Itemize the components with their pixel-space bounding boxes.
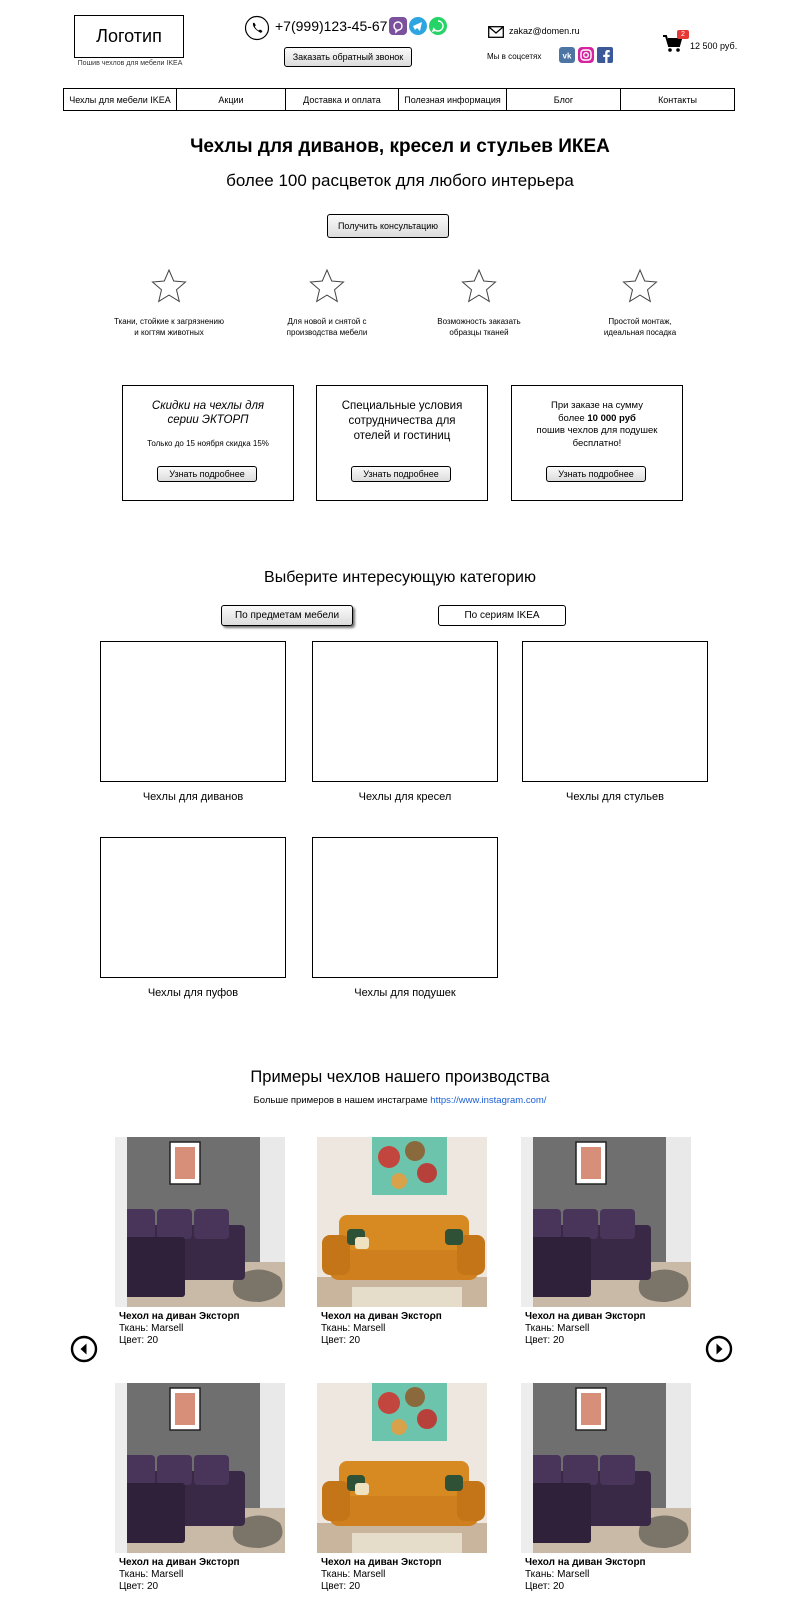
promo-title-3: отелей и гостиниц	[353, 430, 451, 442]
example-caption	[115, 1311, 285, 1347]
categories-title: Выберите интересующую категорию	[264, 569, 536, 586]
product-photo[interactable]	[317, 1137, 487, 1307]
feature-item	[94, 268, 244, 338]
example-color: Цвет: 20	[525, 1581, 565, 1592]
category-label-chairs[interactable]: Чехлы для стульев	[566, 791, 664, 803]
feature-text-1: Возможность заказать	[437, 317, 521, 326]
example-title[interactable]: Чехол на диван Эксторп	[119, 1311, 240, 1322]
feature-item	[565, 268, 715, 338]
feature-text-2: и когтям животных	[134, 328, 204, 337]
hero-subtitle: более 100 расцветок для любого интерьера	[226, 171, 574, 190]
star-icon	[622, 268, 658, 304]
example-title[interactable]: Чехол на диван Эксторп	[119, 1557, 240, 1568]
example-caption	[115, 1557, 285, 1593]
nav-item-sales[interactable]: Акции	[177, 89, 286, 110]
example-card[interactable]	[521, 1383, 691, 1593]
vk-icon[interactable]	[559, 47, 575, 63]
promo-title-3: пошив чехлов для подушек	[536, 425, 658, 436]
example-card[interactable]	[115, 1137, 285, 1347]
feature-text-1: Ткани, стойкие к загрязнению	[114, 317, 224, 326]
promo-title-2	[512, 413, 682, 426]
example-card[interactable]	[521, 1137, 691, 1347]
example-fabric: Ткань: Marsell	[321, 1323, 386, 1334]
callback-button[interactable]: Заказать обратный звонок	[284, 47, 412, 67]
category-label-armchairs[interactable]: Чехлы для кресел	[358, 791, 452, 803]
promo-title-2: сотрудничества для	[348, 415, 456, 427]
category-image-chairs[interactable]	[522, 641, 708, 782]
cart-total[interactable]: 12 500 руб.	[690, 41, 738, 51]
category-label-cushions[interactable]: Чехлы для подушек	[354, 987, 456, 999]
nav-item-contacts[interactable]: Контакты	[658, 94, 697, 105]
promo-note: Только до 15 ноября скидка 15%	[147, 439, 269, 448]
example-title[interactable]: Чехол на диван Эксторп	[525, 1557, 646, 1568]
phone-number[interactable]: +7(999)123-45-67	[275, 18, 388, 34]
feature-text-1: Простой монтаж,	[608, 317, 672, 326]
nav-item-ikea[interactable]: Чехлы для мебели IKEA	[64, 89, 177, 110]
example-caption	[521, 1311, 691, 1347]
category-image-sofas[interactable]	[100, 641, 286, 782]
category-label-poufs[interactable]: Чехлы для пуфов	[147, 987, 239, 999]
example-caption	[317, 1311, 487, 1347]
tab-by-ikea-series[interactable]: По сериям IKEA	[438, 605, 566, 626]
promo-title-2: серии ЭКТОРП	[167, 414, 249, 426]
carousel-next-icon[interactable]	[705, 1335, 733, 1363]
examples-subtitle-text: Больше примеров в нашем инстаграме	[253, 1095, 431, 1106]
mail-icon	[488, 26, 504, 38]
promo-title-1: Скидки на чехлы для	[151, 400, 265, 412]
promo-title-4: бесплатно!	[572, 437, 622, 449]
telegram-icon[interactable]	[409, 17, 427, 35]
hero-title: Чехлы для диванов, кресел и стульев ИКЕА	[190, 136, 610, 157]
nav-item-blog[interactable]: Блог	[507, 89, 621, 110]
feature-item	[252, 268, 402, 338]
tab-by-furniture[interactable]: По предметам мебели	[221, 605, 353, 626]
example-color: Цвет: 20	[321, 1335, 361, 1346]
examples-title: Примеры чехлов нашего производства	[250, 1068, 550, 1086]
example-color: Цвет: 20	[525, 1335, 565, 1346]
feature-item	[404, 268, 554, 338]
star-icon	[461, 268, 497, 304]
cart-count-badge: 2	[677, 30, 689, 39]
example-card[interactable]	[115, 1383, 285, 1593]
example-title[interactable]: Чехол на диван Эксторп	[321, 1557, 442, 1568]
feature-text-2: образцы тканей	[449, 328, 509, 337]
example-title[interactable]: Чехол на диван Эксторп	[525, 1311, 646, 1322]
feature-text-2: идеальная посадка	[603, 328, 677, 337]
example-fabric: Ткань: Marsell	[321, 1569, 386, 1580]
main-nav	[63, 88, 735, 111]
email[interactable]: zakaz@domen.ru	[509, 26, 580, 36]
promo-details-button[interactable]: Узнать подробнее	[157, 466, 257, 482]
product-photo[interactable]	[521, 1383, 691, 1553]
example-title[interactable]: Чехол на диван Экстορп	[321, 1311, 442, 1322]
phone-icon	[244, 15, 270, 41]
carousel-prev-icon[interactable]	[70, 1335, 98, 1363]
promo-card-pillows	[511, 385, 683, 501]
whatsapp-icon[interactable]	[429, 17, 447, 35]
tagline: Пошив чехлов для мебели IKEA	[77, 60, 183, 67]
category-image-armchairs[interactable]	[312, 641, 498, 782]
star-icon	[151, 268, 187, 304]
consultation-button[interactable]: Получить консультацию	[327, 214, 449, 238]
category-label-sofas[interactable]: Чехлы для диванов	[142, 791, 244, 803]
product-photo[interactable]	[317, 1383, 487, 1553]
product-photo[interactable]	[115, 1137, 285, 1307]
example-caption	[317, 1557, 487, 1593]
facebook-icon[interactable]	[597, 47, 613, 63]
example-fabric: Ткань: Marsell	[525, 1569, 590, 1580]
instagram-icon[interactable]	[578, 47, 594, 63]
example-caption	[521, 1557, 691, 1593]
example-color: Цвет: 20	[119, 1581, 159, 1592]
promo-title-1: При заказе на сумму	[551, 400, 643, 411]
promo-title-1: Специальные условия	[341, 400, 463, 412]
nav-item-info[interactable]: Полезная информация	[399, 89, 507, 110]
promo-card-hotels	[316, 385, 488, 501]
example-card[interactable]	[317, 1383, 487, 1593]
promo-details-button[interactable]: Узнать подробнее	[546, 466, 646, 482]
promo-details-button[interactable]: Узнать подробнее	[351, 466, 451, 482]
example-fabric: Ткань: Marsell	[119, 1569, 184, 1580]
nav-item-delivery[interactable]: Доставка и оплата	[286, 89, 399, 110]
example-card[interactable]	[317, 1137, 487, 1347]
logo[interactable]: Логотип	[74, 15, 184, 58]
product-photo[interactable]	[521, 1137, 691, 1307]
viber-icon[interactable]	[389, 17, 407, 35]
svg-text:vk: vk	[562, 51, 572, 61]
examples-subtitle	[0, 1095, 800, 1106]
promo-amount: 10 000 руб	[587, 412, 636, 424]
example-fabric: Ткань: Marsell	[525, 1323, 590, 1334]
example-color: Цвет: 20	[321, 1581, 361, 1592]
promo-text: более	[558, 412, 588, 424]
feature-text-1: Для новой и снятой с	[287, 317, 367, 326]
star-icon	[309, 268, 345, 304]
feature-text-2: производства мебели	[286, 328, 368, 337]
social-label: Мы в соцсетях	[487, 52, 542, 61]
instagram-link[interactable]: https://www.instagram.com/	[430, 1095, 547, 1106]
example-color: Цвет: 20	[119, 1335, 159, 1346]
category-image-cushions[interactable]	[312, 837, 498, 978]
category-image-poufs[interactable]	[100, 837, 286, 978]
promo-card-ektorp	[122, 385, 294, 501]
example-fabric: Ткань: Marsell	[119, 1323, 184, 1334]
product-photo[interactable]	[115, 1383, 285, 1553]
